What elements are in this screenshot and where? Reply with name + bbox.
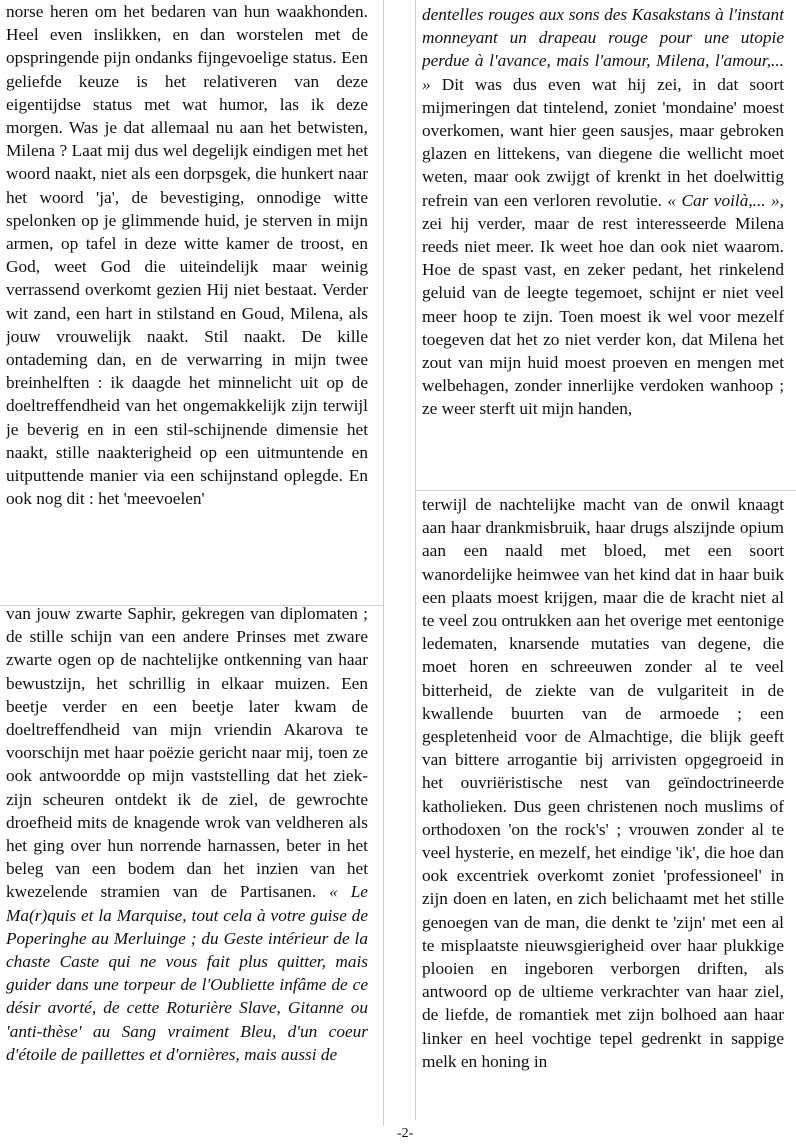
right-paragraph-1 <box>422 3 784 491</box>
left-paragraph-2-text: van jouw zwarte Saphir, gekregen van diplomaten ; de stille schijn van een andere Prinses met zware zwarte ogen op de nachtelijke ontkenning van haar bewustzijn, het schrillig in elkaar muizen. Een beetje verder en een beetje later kwam de doeltreffendheid van mijn vriendin Akarova te voorschijn met haar poëzie gericht naar mij, toen ze ook antwoordde op mijn vaststelling dat het ziek-zijn scheuren ontdekt ik de ziel, de gewrochte droefheid mits de knagende wrok van veldheren als het ging over hun norrende harnassen, beter in het beleg van een bodem dan het inzien van het kwezelende stramien van de Partisanen. <box>6 604 368 902</box>
cut-line-right-vertical <box>415 0 416 1120</box>
right-paragraph-1-text-b: zei hij verder, maar de rest interesseerde Milena reeds niet meer. Ik weet hoe dan ook niet waarom. Hoe de spast vast, en zeker pedant, het rinkelend geluid van de leegte tegemoet, schijnt er niet veel meer hoop te zijn. Toen moest ik wel voor mezelf toegeven dat het zo niet verder kon, dat Milena het zout van mijn huid moest proeven en mengen met welbehagen, zonder innerlijke verdoken wanhoop ; ze weer sterft uit mijn handen, <box>422 213 784 419</box>
left-column <box>6 0 368 1118</box>
right-paragraph-1-french-quote: dentelles rouges aux sons des Kasakstans à l'instant monneyant un drapeau rouge pour une utopie perdue à l'avance, mais l'amour, Milena, l'amour,... » <box>422 5 784 94</box>
page-number: -2- <box>397 1126 414 1141</box>
left-paragraph-2-french-quote: « Le Ma(r)quis et la Marquise, tout cela à votre guise de Poperinghe au Merluinge ; du Geste intérieur de la chaste Caste qui ne vous fait plus quitter, mais guider dans une torpeur de l'Oubliette infâme de ce désir avorté, de cette Roturière Slave, Gitanne ou 'anti-thèse' au Sang vraiment Bleu, d'un coeur d'étoile de paillettes et d'ornières, mais aussi de <box>6 882 368 1064</box>
cut-line-left-vertical <box>383 0 384 606</box>
left-paragraph-2 <box>6 602 368 1118</box>
cut-line-left-vertical-2 <box>383 606 384 1126</box>
right-paragraph-2: terwijl de nachtelijke macht van de onwil knaagt aan haar drankmisbruik, haar drugs alszijnde opium aan een naald met bloed, met een soort wanordelijke heimwee van het kind dat in haar buik een plaats moest krijgen, maar die de kracht niet al te veel zou ontrukken aan het overige met eentonige ledematen, knarsende mutaties van degene, die moet horen en schreeuwen zonder al te veel bitterheid, de ziekte van de vulgariteit in de kwallende buurten van de armoede ; een gespletenheid voor de Almachtige, die blijk geeft van bittere arrogantie bij arrivisten opgegroeid in het ouvriëristische nest van geïndoctrineerde katholieken. Dus geen christenen noch muslims of orthodoxen 'on the rock's' ; vrouwen zonder al te veel hysterie, en mezelf, het eindige 'ik', die hoe dan ook excentriek overkomt zoniet 'professioneel' in zijn doen en laten, en zich belichaamt met het stille genoegen van de man, die denkt te 'zijn' met een al te misplaatste nieuwsgierigheid over haar plukkige plooien en ingeboren verborgen driften, als antwoord op de ultieme verkrachter van haar ziel, de liefde, de romantiek met zijn bolhoed aan haar linker en heel vochtige tepel gedrenkt in sappige melk en honing in <box>422 495 784 1071</box>
right-column <box>422 3 784 1145</box>
left-paragraph-1: norse heren om het bedaren van hun waakhonden. Heel even inslikken, en dan worstelen met de opspringende pijn ondanks fijngevoelige status. Een geliefde keuze is het relativeren van deze eigentijdse status met wat humor, las ik deze morgen. Was je dat allemaal nu aan het betwisten, Milena ? Laat mij dus wel degelijk eindigen met het woord naakt, niet als een dorpsgek, die hunkert naar het woord 'ja', de bevestiging, onnodige witte spelonken op je glimmende huid, je sterven in mijn armen, op tafel in deze witte kamer de troost, en God, weet God die uiteindelijk maar weinig verrassend overkomt gezien Hij niet bestaat. Verder wit zand, een hart in stilstand en Goud, Milena, als jouw vrouwelijk naakt. Stil naakt. De kille ontademing dan, en de verwarring in mijn twee breinhelften : ik daagde het minnelicht uit op de doeltreffendheid van het ongemakkelijk zijn terwijl je beverig en in een stil-schijnende dimensie het naakt, stille naakterigheid op een uitmuntende en uitputtende manier via een schijnstand oplegde. En ook nog dit : het 'meevoelen' <box>6 2 368 509</box>
right-paragraph-1-french-interjection: « Car voilà,... », <box>667 190 784 210</box>
right-paragraph-1-text-a: Dit was dus even wat hij zei, in dat soort mijmeringen dat tintelend, zoniet 'mondaine' moest overkomen, want hier geen sausjes, maar gebroken glazen en littekens, van diegene die wellicht moet weten, maar ook zwijgt of krenkt in het doelwittig refrein van een verloren revolutie. <box>422 74 784 210</box>
